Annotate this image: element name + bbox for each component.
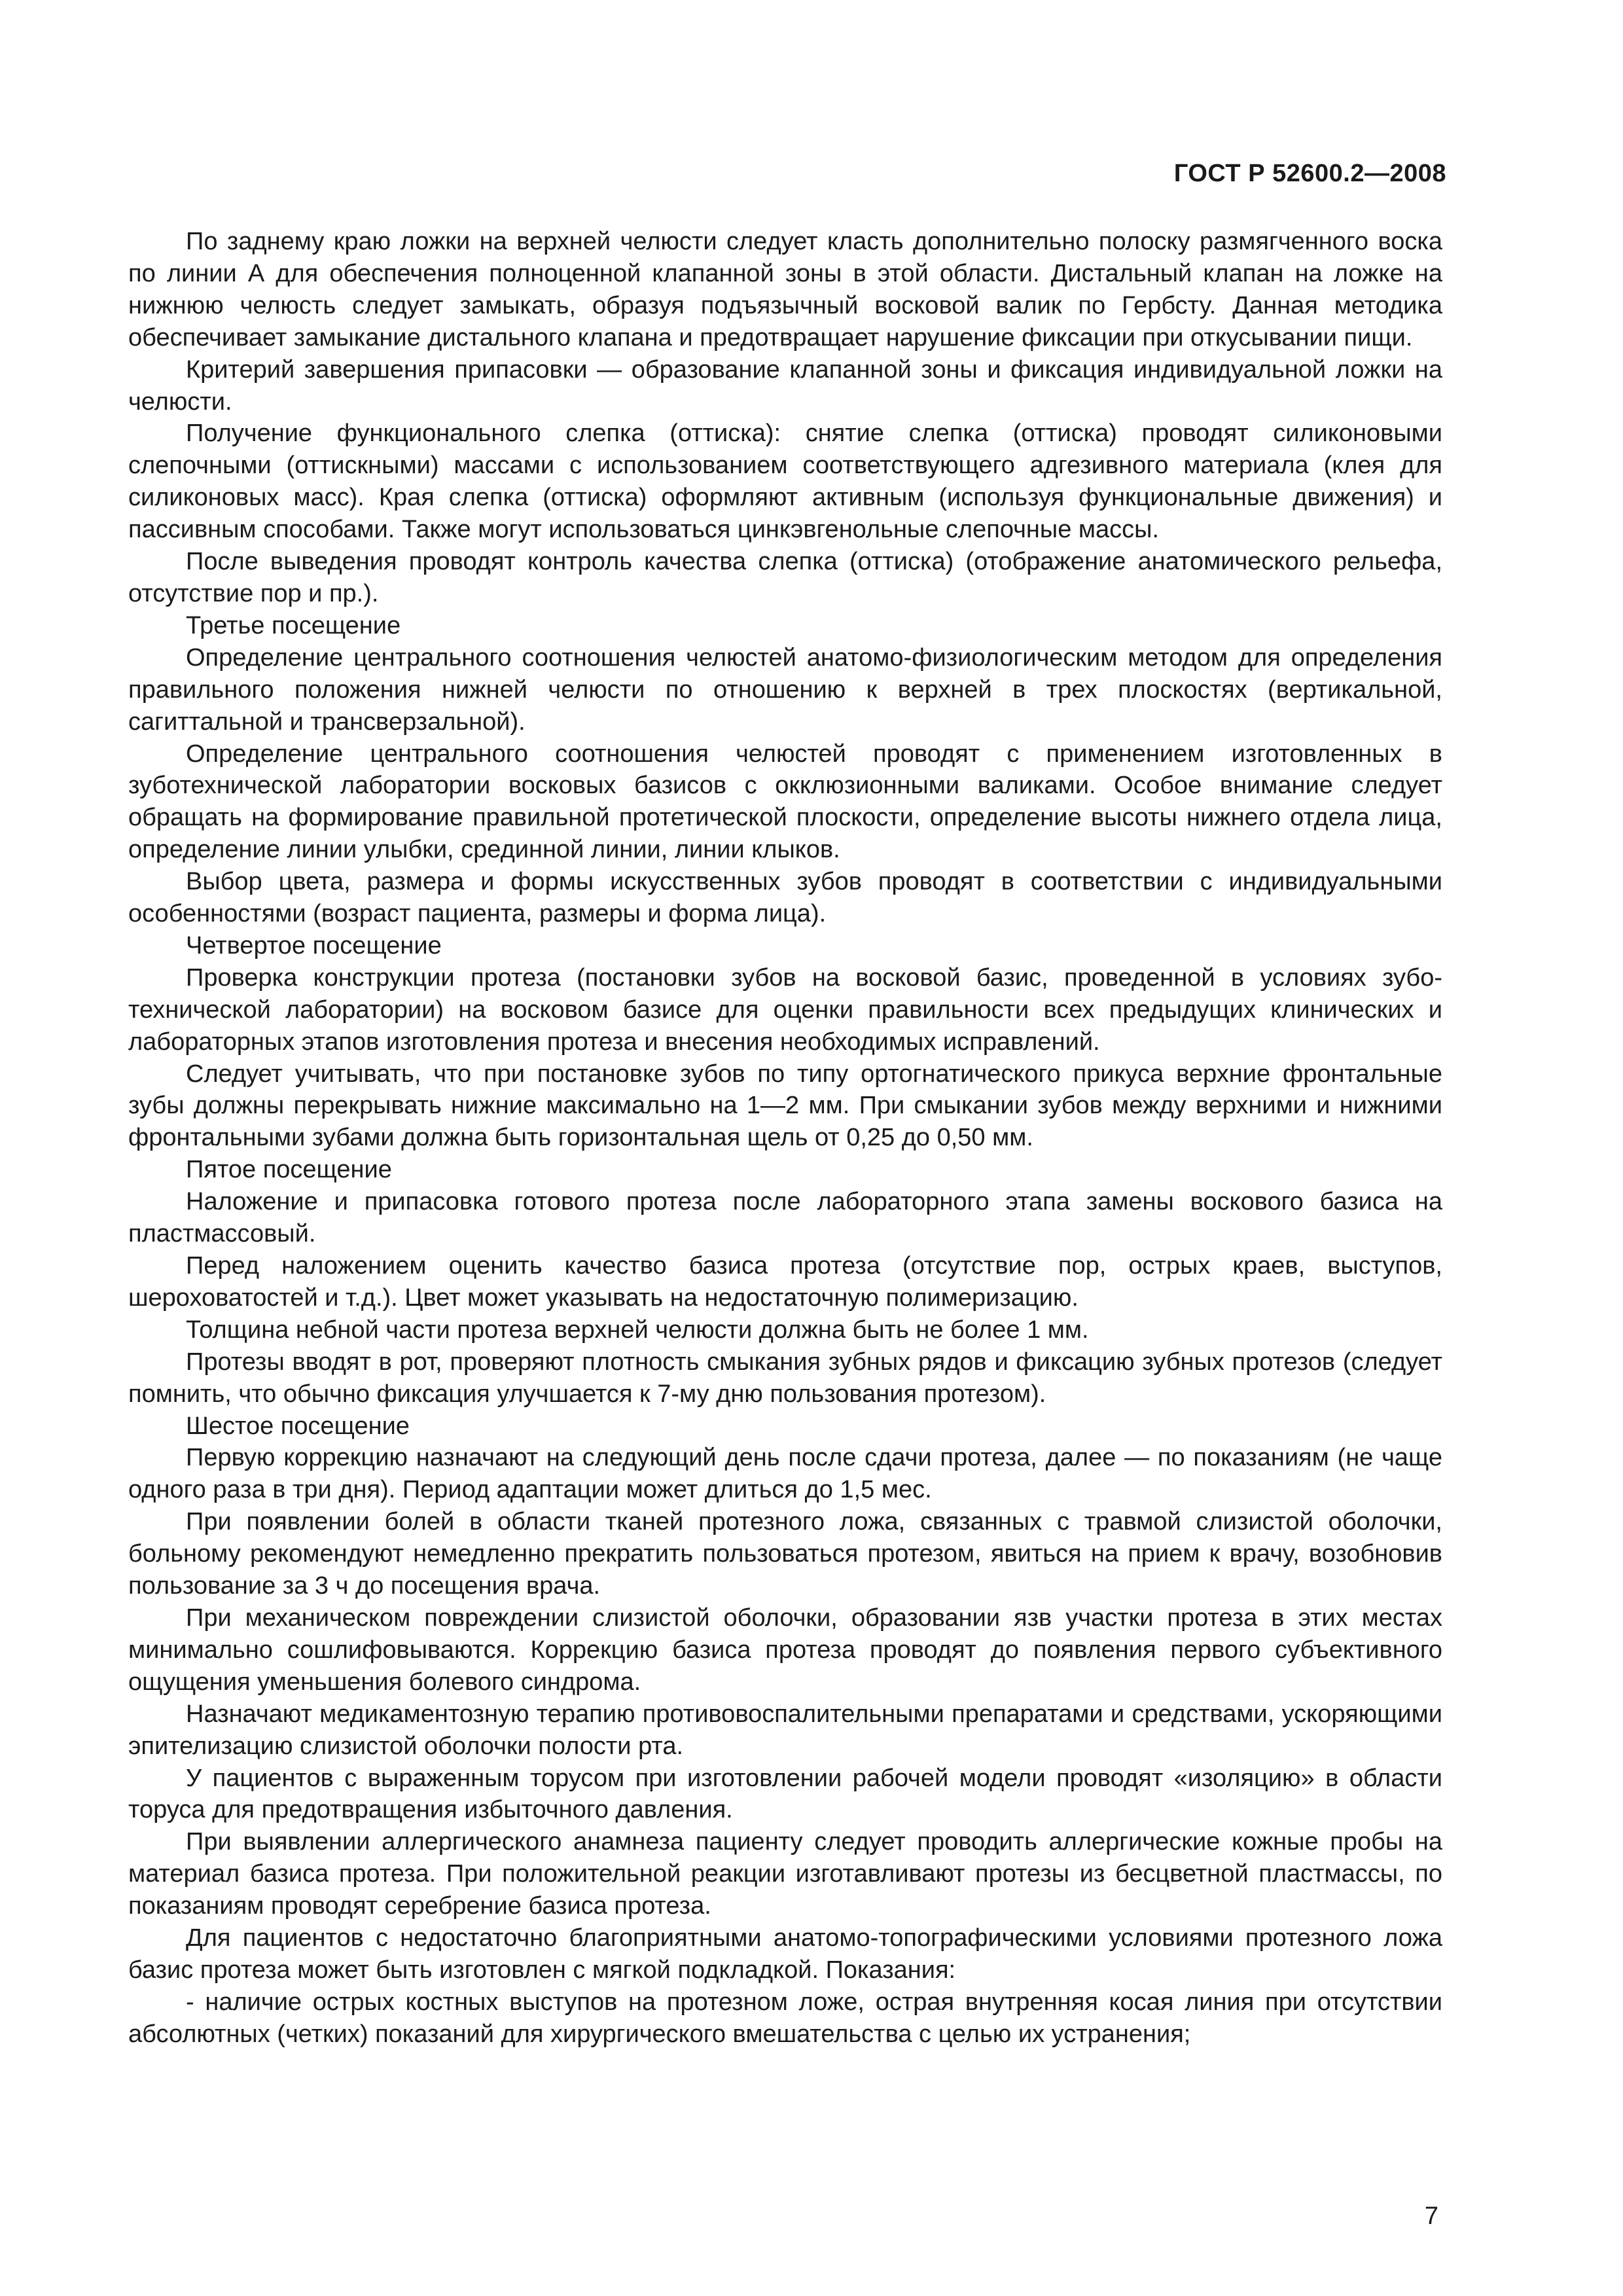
section-heading: Третье посещение [186,611,401,639]
paragraph: Определение центрального соотношения челюстей проводят с применением изготовленных в зуботехнической лаборатории восковых базисов с окклюзионными валиками. Особое внимание следует обращать на формирование правильной протетической плоскости, определение высоты нижнего отдела лица, определение линии улыбки, срединной линии, линии клыков. [128,740,1442,864]
paragraph: Выбор цвета, размера и формы искусственных зубов проводят в соответствии с индивидуальными особенностями (возраст пациента, размеры и форма лица). [128,868,1442,928]
section-heading: Шестое посещение [186,1412,410,1440]
paragraph: При механическом повреждении слизистой оболочки, образовании язв участки протеза в этих местах минимально сошлифовываются. Коррекцию базиса протеза проводят до появления первого субъективного ощущения уменьшения болевого синдрома. [128,1604,1442,1696]
paragraph: Наложение и припасовка готового протеза после лабораторного этапа замены воскового базиса на пластмассовый. [128,1188,1442,1248]
paragraph: Получение функционального слепка (оттиска): снятие слепка (оттиска) проводят силиконовыми слепочными (оттискными) массами с использованием соответствующего адгезивного материала (клея для силиконовых масс). Края слепка (оттиска) оформляют активным (используя функциональные движения) и пассивным способами. Также могут использоваться цинкэвгенольные слепочные массы. [128,420,1442,544]
paragraph: У пациентов с выраженным торусом при изготовлении рабочей модели проводят «изоляцию» в области торуса для предотвращения избыточного давления. [128,1764,1442,1824]
paragraph: Протезы вводят в рот, проверяют плотность смыкания зубных рядов и фиксацию зубных протезов (следует помнить, что обычно фиксация улучшается к 7-му дню пользования протезом). [128,1348,1442,1408]
section-heading: Пятое посещение [186,1156,392,1184]
paragraph: При появлении болей в области тканей протезного ложа, связанных с травмой слизистой оболочки, больному рекомендуют немедленно прекратить пользоваться протезом, явиться на прием к врачу, возобновив пользование за 3 ч до посещения врача. [128,1508,1442,1600]
paragraph: Проверка конструкции протеза (постановки зубов на восковой базис, проведенной в условиях зуботехнической лаборатории) на восковом базисе для оценки правильности всех предыдущих клинических и лабораторных этапов изготовления протеза и внесения необходимых исправлений. [128,963,1442,1056]
paragraph: Толщина небной части протеза верхней челюсти должна быть не более 1 мм. [186,1316,1089,1344]
paragraph: Назначают медикаментозную терапию противовоспалительными препаратами и средствами, ускоряющими эпителизацию слизистой оболочки полости рта. [128,1700,1442,1760]
paragraph: Для пациентов с недостаточно благоприятными анатомо-топографическими условиями протезного ложа базис протеза может быть изготовлен с мягкой подкладкой. Показания: [128,1924,1442,1984]
body-text [128,226,1442,2051]
paragraph: После выведения проводят контроль качества слепка (оттиска) (отображение анатомического рельефа, отсутствие пор и пр.). [128,548,1442,607]
list-item: - наличие острых костных выступов на протезном ложе, острая внутренняя косая линия при отсутствии абсолютных (четких) показаний для хирургического вмешательства с целью их устранения; [128,1988,1442,2048]
paragraph: Определение центрального соотношения челюстей анатомо-физиологическим методом для определения правильного положения нижней челюсти по отношению к верхней в трех плоскостях (вертикальной, сагиттальной и трансверзальной). [128,643,1442,736]
paragraph: Перед наложением оценить качество базиса протеза (отсутствие пор, острых краев, выступов, шероховатостей и т.д.). Цвет может указывать на недостаточную полимеризацию. [128,1252,1442,1312]
paragraph: При выявлении аллергического анамнеза пациенту следует проводить аллергические кожные пробы на материал базиса протеза. При положительной реакции изготавливают протезы из бесцветной пластмассы, по показаниям проводят серебрение базиса протеза. [128,1828,1442,1920]
paragraph: Следует учитывать, что при постановке зубов по типу ортогнатического прикуса верхние фронтальные зубы должны перекрывать нижние максимально на 1—2 мм. При смыкании зубов между верхними и нижними фронтальными зубами должна быть горизонтальная щель от 0,25 до 0,50 мм. [128,1060,1442,1152]
document-header: ГОСТ Р 52600.2—2008 [1173,160,1446,187]
paragraph: По заднему краю ложки на верхней челюсти следует класть дополнительно полоску размягченного воска по линии А для обеспечения полноценной клапанной зоны в этой области. Дистальный клапан на ложке на нижнюю челюсть следует замыкать, образуя подъязычный восковой валик по Гербсту. Данная методика обеспечивает замыкание дистального клапана и предотвращает нарушение фиксации при откусывании пищи. [128,228,1442,351]
section-heading: Четвертое посещение [186,931,442,960]
paragraph: Первую коррекцию назначают на следующий день после сдачи протеза, далее — по показаниям (не чаще одного раза в три дня). Период адаптации может длиться до 1,5 мес. [128,1444,1442,1504]
paragraph: Критерий завершения припасовки — образование клапанной зоны и фиксация индивидуальной ложки на челюсти. [128,355,1442,416]
page-number: 7 [1424,2202,1438,2230]
